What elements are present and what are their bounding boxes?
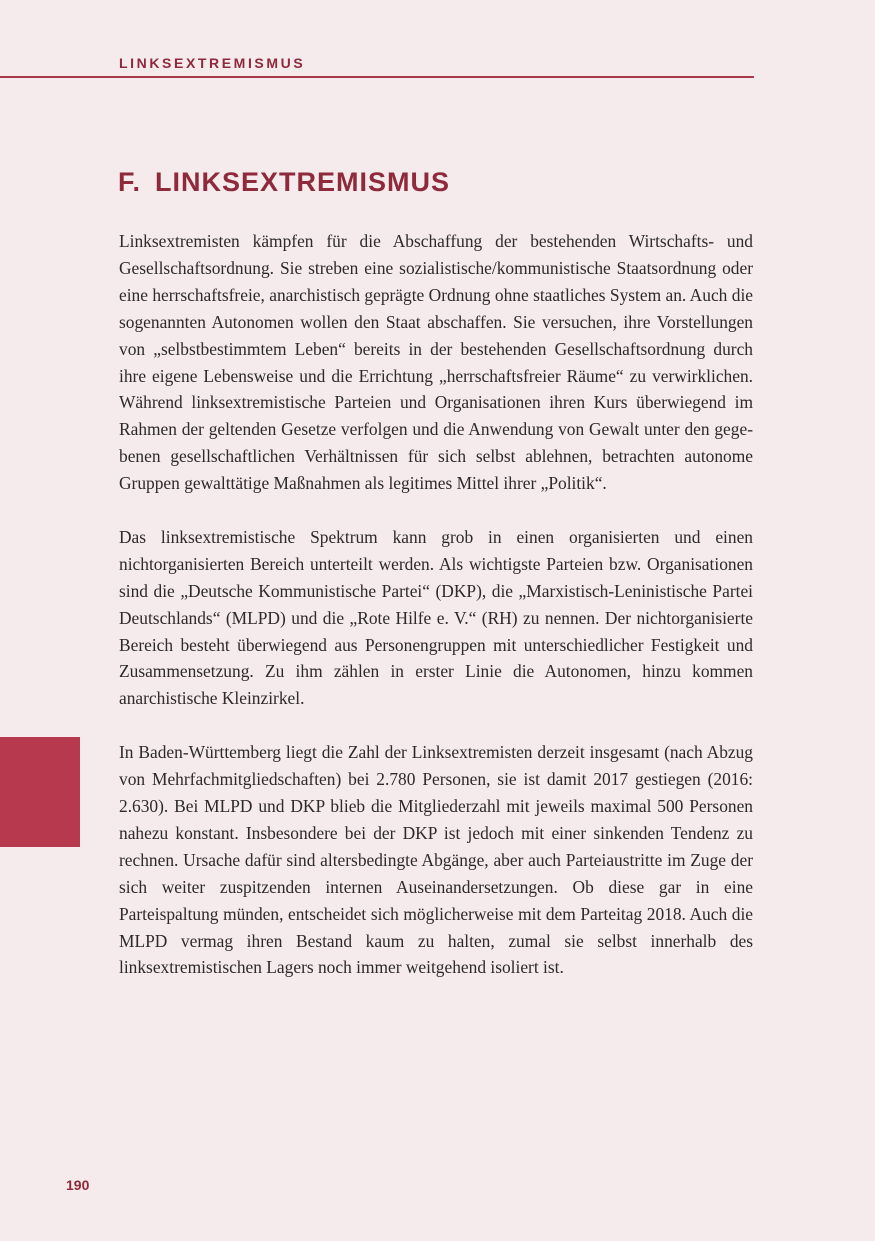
running-header: LINKSEXTREMISMUS [119, 55, 306, 71]
paragraph-3: In Baden-Württemberg liegt die Zahl der Linksextremisten derzeit insgesamt (nach Abzug von Mehrfachmitgliedschaften) bei 2.780 Personen, sie ist damit 2017 gestiegen (2016: 2.630). Bei MLPD und DKP blieb die Mitgliederzahl mit jeweils maximal 500 Personen nahezu konstant. Insbesondere bei der DKP ist jedoch mit einer sinkenden Tendenz zu rechnen. Ursache dafür sind altersbedingte Abgänge, aber auch Parteiaustritte im Zuge der sich weiter zuspitzenden internen Auseinandersetzungen. Ob diese gar in eine Parteispaltung münden, entscheidet sich möglicherweise mit dem Parteitag 2018. Auch die MLPD vermag ihren Bestand kaum zu halten, zumal sie selbst innerhalb des linksextremistischen Lagers noch immer weitgehend isoliert ist. [119, 742, 753, 978]
chapter-title [118, 164, 450, 200]
body-text [119, 228, 753, 1008]
chapter-number: F. [118, 167, 142, 197]
chapter-side-tab [0, 737, 80, 847]
paragraph-1: Linksextremisten kämpfen für die Abschaffung der bestehenden Wirtschafts- und Gesellschaftsordnung. Sie streben eine sozialistische/kommunistische Staatsordnung oder eine herrschaftsfreie, anarchistisch geprägte Ordnung ohne staatliches System an. Auch die sogenannten Autonomen wollen den Staat abschaffen. Sie versuchen, ihre Vorstellungen von „selbstbestimmtem Leben“ bereits in der bestehenden Gesellschaftsordnung durch ihre eigene Lebensweise und die Errichtung „herrschaftsfreier Räume“ zu verwirklichen. Während linksextremistische Parteien und Organisationen ihren Kurs überwiegend im Rahmen der geltenden Gesetze verfolgen und die Anwendung von Gewalt unter den gegebenen gesellschaftlichen Verhältnissen für sich selbst ablehnen, betrachten autonome Gruppen gewalttätige Maßnahmen als legitimes Mittel ihrer „Politik“. [119, 231, 753, 494]
header-rule [0, 76, 754, 78]
chapter-title-text: LINKSEXTREMISMUS [155, 167, 451, 197]
paragraph-2: Das linksextremistische Spektrum kann grob in einen organisierten und einen nichtorganisierten Bereich unterteilt werden. Als wichtigste Parteien bzw. Organisationen sind die „Deutsche Kommunistische Partei“ (DKP), die „Marxistisch-Leninistische Partei Deutschlands“ (MLPD) und die „Rote Hilfe e. V.“ (RH) zu nennen. Der nichtorganisierte Bereich besteht überwiegend aus Personengruppen mit unterschiedlicher Festigkeit und Zusammensetzung. Zu ihm zählen in erster Linie die Autonomen, hinzu kommen anarchistische Kleinzirkel. [119, 526, 753, 709]
page-number: 190 [66, 1177, 90, 1193]
